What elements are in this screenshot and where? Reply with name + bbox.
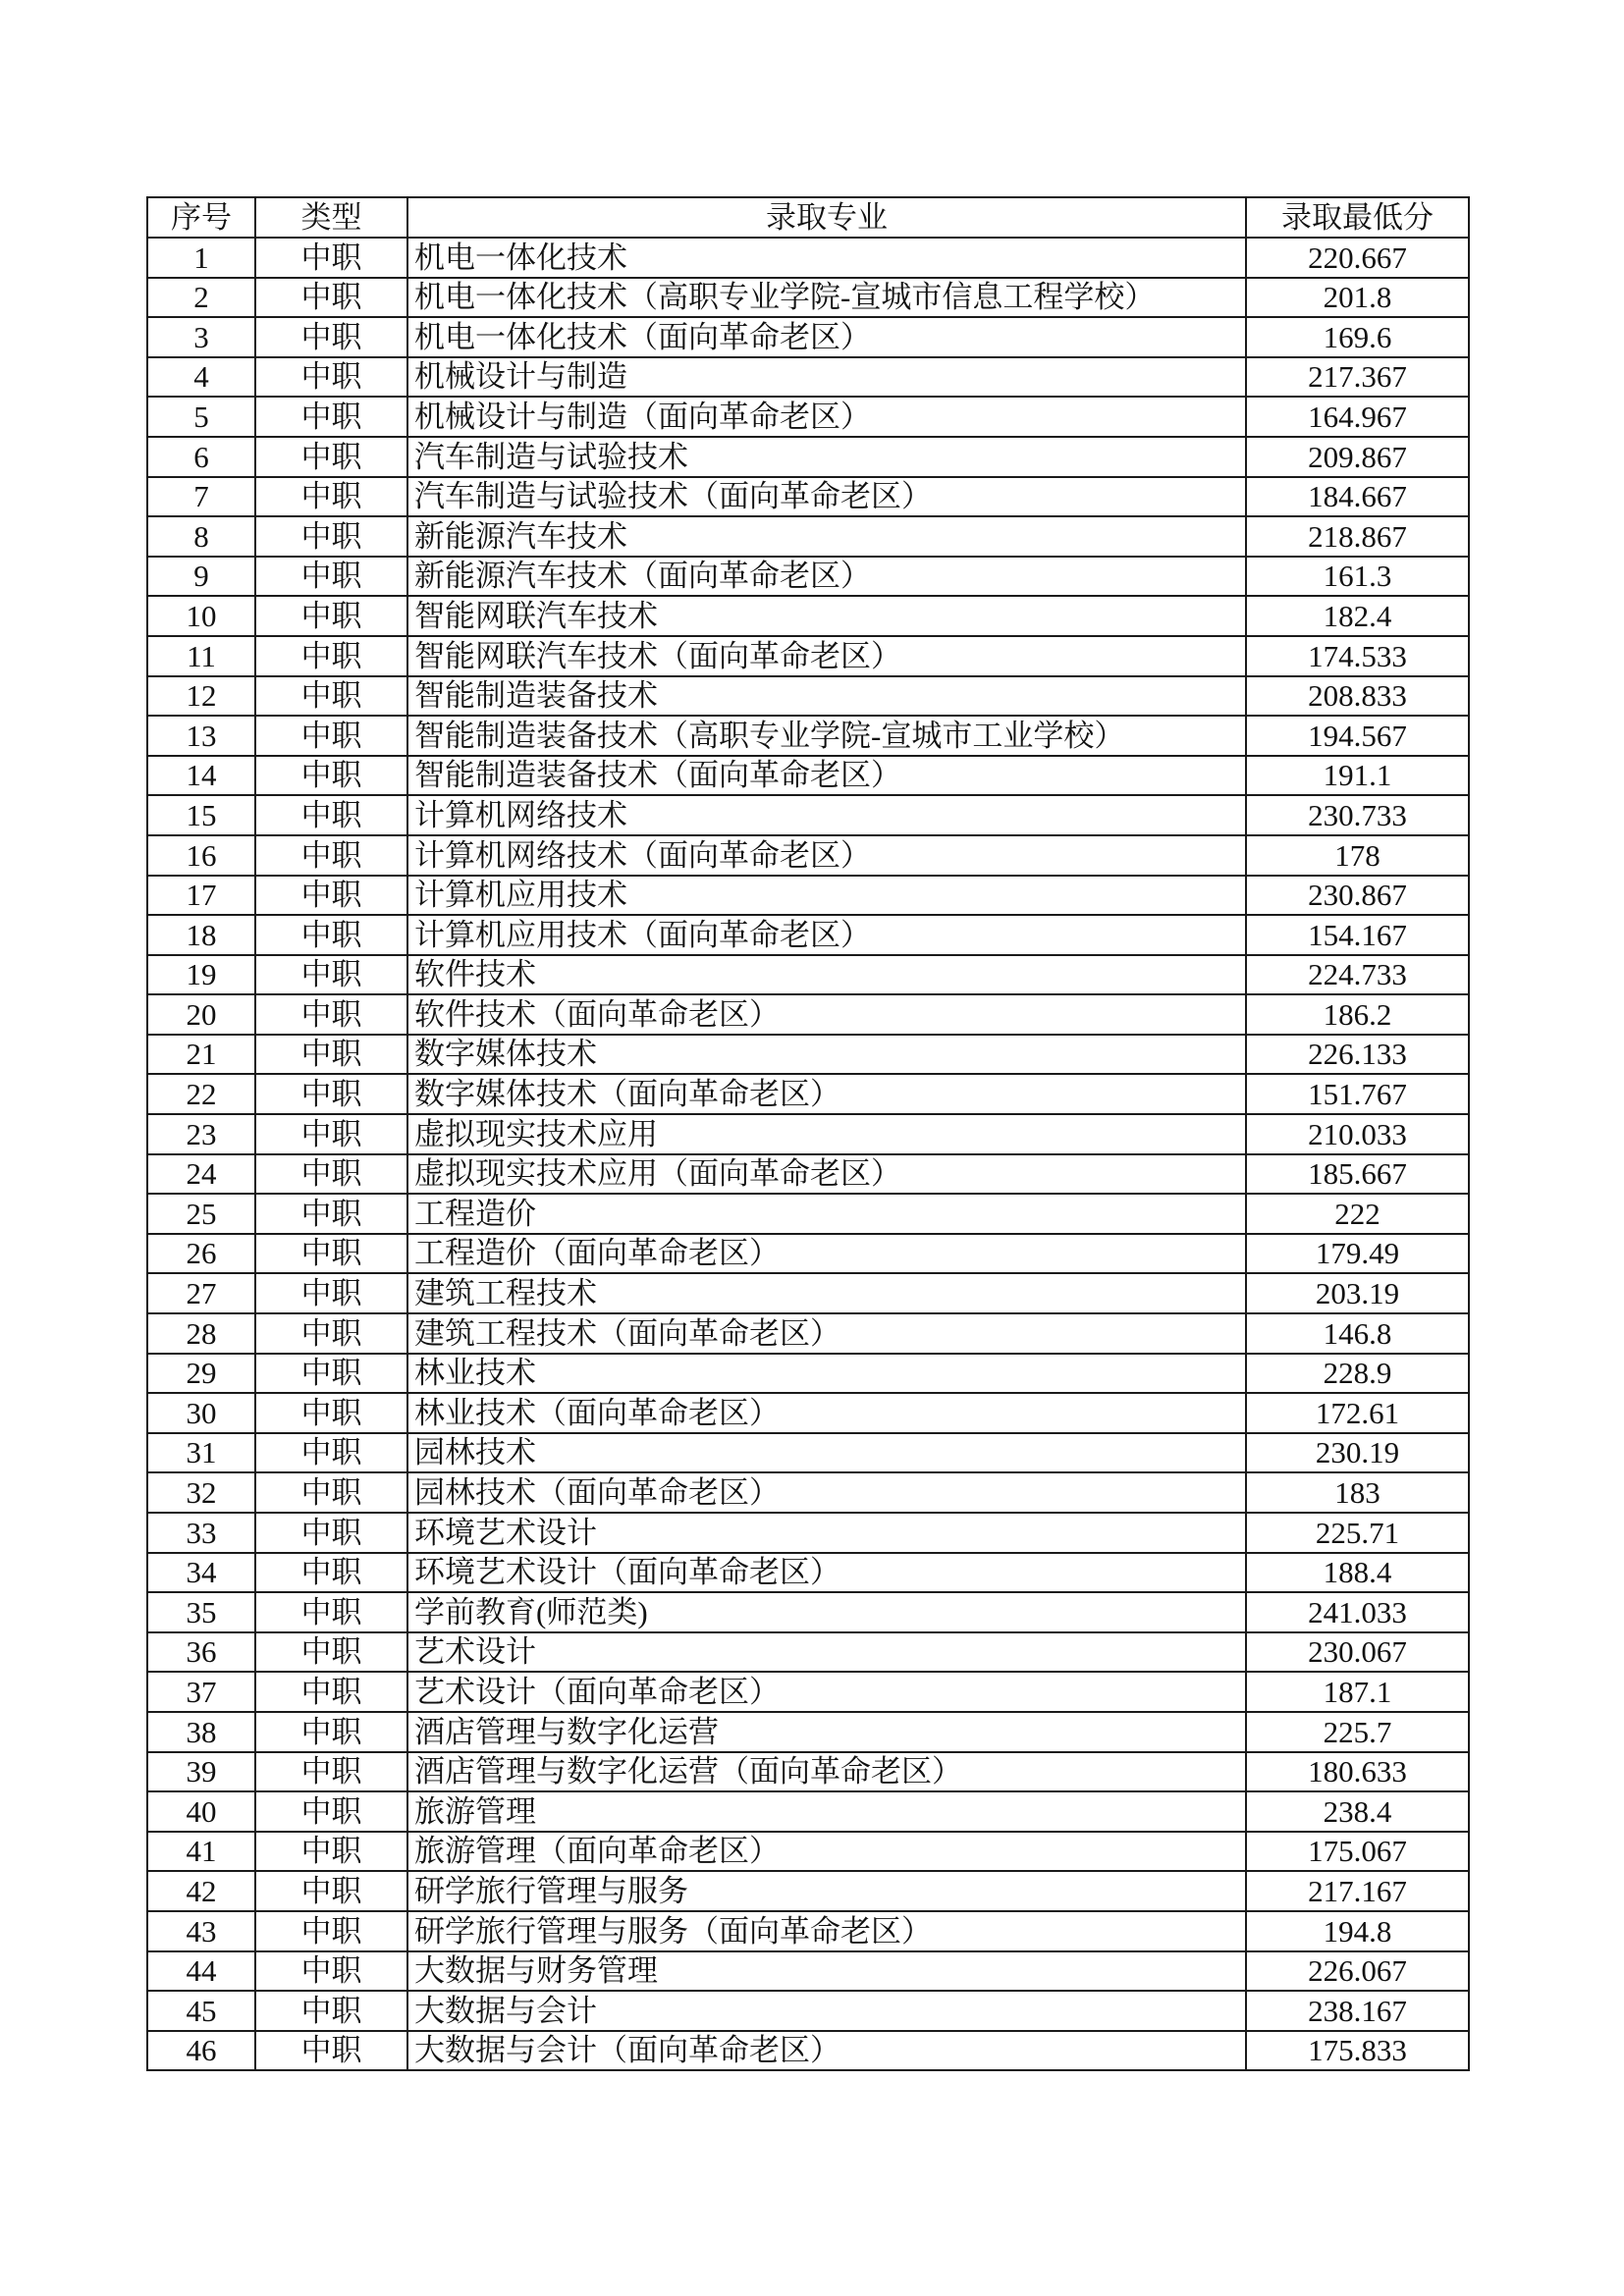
table-row: [147, 636, 1469, 676]
cell-min-score: 217.167: [1246, 1871, 1469, 1911]
cell-major: 智能网联汽车技术（面向革命老区）: [407, 636, 1246, 676]
cell-serial-number: 35: [147, 1592, 255, 1632]
table-row: [147, 1433, 1469, 1473]
cell-major: 计算机网络技术（面向革命老区）: [407, 835, 1246, 876]
cell-type: 中职: [255, 876, 407, 916]
cell-type: 中职: [255, 1354, 407, 1394]
cell-major: 计算机应用技术: [407, 876, 1246, 916]
cell-min-score: 169.6: [1246, 317, 1469, 357]
table-row: [147, 1513, 1469, 1553]
cell-type: 中职: [255, 1632, 407, 1673]
cell-min-score: 201.8: [1246, 278, 1469, 318]
table-row: [147, 1234, 1469, 1274]
cell-major: 智能制造装备技术: [407, 676, 1246, 717]
cell-serial-number: 37: [147, 1672, 255, 1712]
cell-min-score: 161.3: [1246, 557, 1469, 597]
table-row: [147, 516, 1469, 557]
cell-major: 计算机网络技术: [407, 795, 1246, 835]
cell-serial-number: 22: [147, 1074, 255, 1114]
cell-serial-number: 14: [147, 756, 255, 796]
cell-min-score: 230.867: [1246, 876, 1469, 916]
cell-min-score: 225.7: [1246, 1712, 1469, 1752]
cell-major: 机械设计与制造: [407, 357, 1246, 398]
cell-major: 旅游管理（面向革命老区）: [407, 1832, 1246, 1872]
cell-major: 数字媒体技术: [407, 1035, 1246, 1075]
cell-major: 新能源汽车技术（面向革命老区）: [407, 557, 1246, 597]
cell-min-score: 238.4: [1246, 1791, 1469, 1832]
cell-serial-number: 31: [147, 1433, 255, 1473]
cell-min-score: 226.067: [1246, 1951, 1469, 1992]
cell-min-score: 151.767: [1246, 1074, 1469, 1114]
cell-type: 中职: [255, 2031, 407, 2071]
cell-major: 园林技术（面向革命老区）: [407, 1472, 1246, 1513]
cell-serial-number: 23: [147, 1114, 255, 1154]
cell-serial-number: 13: [147, 716, 255, 756]
cell-type: 中职: [255, 1791, 407, 1832]
cell-major: 机电一体化技术（高职专业学院-宣城市信息工程学校）: [407, 278, 1246, 318]
cell-serial-number: 28: [147, 1313, 255, 1354]
cell-type: 中职: [255, 915, 407, 955]
cell-type: 中职: [255, 357, 407, 398]
cell-type: 中职: [255, 795, 407, 835]
cell-type: 中职: [255, 1154, 407, 1195]
cell-min-score: 203.19: [1246, 1273, 1469, 1313]
cell-serial-number: 41: [147, 1832, 255, 1872]
cell-type: 中职: [255, 278, 407, 318]
cell-min-score: 185.667: [1246, 1154, 1469, 1195]
cell-serial-number: 15: [147, 795, 255, 835]
cell-type: 中职: [255, 1433, 407, 1473]
cell-major: 研学旅行管理与服务: [407, 1871, 1246, 1911]
cell-serial-number: 40: [147, 1791, 255, 1832]
cell-type: 中职: [255, 1951, 407, 1992]
cell-min-score: 226.133: [1246, 1035, 1469, 1075]
cell-serial-number: 46: [147, 2031, 255, 2071]
table-row: [147, 477, 1469, 517]
cell-serial-number: 30: [147, 1393, 255, 1433]
cell-min-score: 222: [1246, 1194, 1469, 1234]
cell-major: 艺术设计: [407, 1632, 1246, 1673]
cell-type: 中职: [255, 557, 407, 597]
cell-major: 建筑工程技术（面向革命老区）: [407, 1313, 1246, 1354]
cell-type: 中职: [255, 756, 407, 796]
cell-type: 中职: [255, 596, 407, 636]
cell-serial-number: 27: [147, 1273, 255, 1313]
cell-min-score: 238.167: [1246, 1991, 1469, 2031]
cell-major: 智能网联汽车技术: [407, 596, 1246, 636]
cell-min-score: 224.733: [1246, 955, 1469, 995]
cell-min-score: 182.4: [1246, 596, 1469, 636]
cell-type: 中职: [255, 1871, 407, 1911]
cell-serial-number: 44: [147, 1951, 255, 1992]
cell-serial-number: 18: [147, 915, 255, 955]
cell-type: 中职: [255, 1313, 407, 1354]
cell-type: 中职: [255, 1393, 407, 1433]
cell-serial-number: 24: [147, 1154, 255, 1195]
table-row: [147, 1074, 1469, 1114]
cell-min-score: 210.033: [1246, 1114, 1469, 1154]
table-row: [147, 1712, 1469, 1752]
cell-major: 研学旅行管理与服务（面向革命老区）: [407, 1911, 1246, 1951]
cell-major: 环境艺术设计（面向革命老区）: [407, 1553, 1246, 1593]
cell-serial-number: 17: [147, 876, 255, 916]
cell-major: 大数据与财务管理: [407, 1951, 1246, 1992]
cell-type: 中职: [255, 955, 407, 995]
cell-min-score: 184.667: [1246, 477, 1469, 517]
cell-serial-number: 9: [147, 557, 255, 597]
cell-type: 中职: [255, 1035, 407, 1075]
cell-type: 中职: [255, 1472, 407, 1513]
cell-serial-number: 43: [147, 1911, 255, 1951]
table-row: [147, 1871, 1469, 1911]
table-row: [147, 676, 1469, 717]
table-row: [147, 2031, 1469, 2071]
cell-serial-number: 25: [147, 1194, 255, 1234]
header-major: 录取专业: [407, 197, 1246, 238]
cell-major: 汽车制造与试验技术: [407, 437, 1246, 477]
table-row: [147, 397, 1469, 437]
table-row: [147, 1832, 1469, 1872]
cell-min-score: 172.61: [1246, 1393, 1469, 1433]
cell-min-score: 230.733: [1246, 795, 1469, 835]
cell-min-score: 241.033: [1246, 1592, 1469, 1632]
table-row: [147, 1472, 1469, 1513]
cell-min-score: 220.667: [1246, 238, 1469, 278]
cell-major: 林业技术: [407, 1354, 1246, 1394]
cell-major: 大数据与会计（面向革命老区）: [407, 2031, 1246, 2071]
cell-type: 中职: [255, 716, 407, 756]
cell-min-score: 187.1: [1246, 1672, 1469, 1712]
cell-serial-number: 10: [147, 596, 255, 636]
cell-type: 中职: [255, 238, 407, 278]
table-row: [147, 1951, 1469, 1992]
cell-major: 新能源汽车技术: [407, 516, 1246, 557]
table-row: [147, 317, 1469, 357]
cell-serial-number: 32: [147, 1472, 255, 1513]
cell-serial-number: 42: [147, 1871, 255, 1911]
cell-min-score: 217.367: [1246, 357, 1469, 398]
cell-serial-number: 2: [147, 278, 255, 318]
cell-type: 中职: [255, 1074, 407, 1114]
cell-major: 旅游管理: [407, 1791, 1246, 1832]
header-serial-number: 序号: [147, 197, 255, 238]
cell-min-score: 225.71: [1246, 1513, 1469, 1553]
cell-type: 中职: [255, 1273, 407, 1313]
table-row: [147, 357, 1469, 398]
cell-min-score: 164.967: [1246, 397, 1469, 437]
cell-min-score: 191.1: [1246, 756, 1469, 796]
cell-type: 中职: [255, 1712, 407, 1752]
cell-serial-number: 39: [147, 1752, 255, 1792]
cell-type: 中职: [255, 1114, 407, 1154]
cell-min-score: 209.867: [1246, 437, 1469, 477]
cell-type: 中职: [255, 636, 407, 676]
table-row: [147, 1035, 1469, 1075]
table-row: [147, 1991, 1469, 2031]
cell-type: 中职: [255, 1194, 407, 1234]
cell-serial-number: 6: [147, 437, 255, 477]
cell-type: 中职: [255, 397, 407, 437]
cell-min-score: 154.167: [1246, 915, 1469, 955]
table-row: [147, 756, 1469, 796]
cell-major: 大数据与会计: [407, 1991, 1246, 2031]
table-row: [147, 557, 1469, 597]
cell-major: 虚拟现实技术应用: [407, 1114, 1246, 1154]
table-row: [147, 238, 1469, 278]
cell-serial-number: 34: [147, 1553, 255, 1593]
table-row: [147, 1273, 1469, 1313]
table-row: [147, 1791, 1469, 1832]
cell-major: 数字媒体技术（面向革命老区）: [407, 1074, 1246, 1114]
cell-min-score: 183: [1246, 1472, 1469, 1513]
cell-type: 中职: [255, 317, 407, 357]
cell-serial-number: 4: [147, 357, 255, 398]
cell-min-score: 175.833: [1246, 2031, 1469, 2071]
header-type: 类型: [255, 197, 407, 238]
cell-min-score: 228.9: [1246, 1354, 1469, 1394]
cell-serial-number: 21: [147, 1035, 255, 1075]
cell-type: 中职: [255, 994, 407, 1035]
cell-min-score: 180.633: [1246, 1752, 1469, 1792]
cell-major: 酒店管理与数字化运营（面向革命老区）: [407, 1752, 1246, 1792]
cell-serial-number: 3: [147, 317, 255, 357]
cell-type: 中职: [255, 1752, 407, 1792]
cell-min-score: 218.867: [1246, 516, 1469, 557]
cell-min-score: 230.067: [1246, 1632, 1469, 1673]
cell-serial-number: 16: [147, 835, 255, 876]
cell-type: 中职: [255, 835, 407, 876]
cell-major: 软件技术: [407, 955, 1246, 995]
table-row: [147, 596, 1469, 636]
table-row: [147, 835, 1469, 876]
cell-serial-number: 29: [147, 1354, 255, 1394]
cell-major: 学前教育(师范类): [407, 1592, 1246, 1632]
table-row: [147, 1114, 1469, 1154]
cell-major: 酒店管理与数字化运营: [407, 1712, 1246, 1752]
cell-serial-number: 5: [147, 397, 255, 437]
cell-min-score: 188.4: [1246, 1553, 1469, 1593]
table-header-row: [147, 197, 1469, 238]
table-row: [147, 1911, 1469, 1951]
cell-major: 工程造价: [407, 1194, 1246, 1234]
header-min-score: 录取最低分: [1246, 197, 1469, 238]
cell-major: 智能制造装备技术（面向革命老区）: [407, 756, 1246, 796]
cell-serial-number: 7: [147, 477, 255, 517]
cell-serial-number: 20: [147, 994, 255, 1035]
cell-type: 中职: [255, 477, 407, 517]
cell-type: 中职: [255, 437, 407, 477]
cell-major: 园林技术: [407, 1433, 1246, 1473]
cell-serial-number: 19: [147, 955, 255, 995]
table-row: [147, 1393, 1469, 1433]
table-row: [147, 955, 1469, 995]
cell-major: 环境艺术设计: [407, 1513, 1246, 1553]
table-row: [147, 1154, 1469, 1195]
cell-min-score: 194.567: [1246, 716, 1469, 756]
cell-type: 中职: [255, 1991, 407, 2031]
table-row: [147, 1592, 1469, 1632]
cell-type: 中职: [255, 1234, 407, 1274]
cell-serial-number: 45: [147, 1991, 255, 2031]
cell-major: 智能制造装备技术（高职专业学院-宣城市工业学校）: [407, 716, 1246, 756]
cell-major: 计算机应用技术（面向革命老区）: [407, 915, 1246, 955]
cell-serial-number: 26: [147, 1234, 255, 1274]
cell-major: 机械设计与制造（面向革命老区）: [407, 397, 1246, 437]
table-row: [147, 1313, 1469, 1354]
cell-type: 中职: [255, 1832, 407, 1872]
cell-type: 中职: [255, 1672, 407, 1712]
cell-serial-number: 36: [147, 1632, 255, 1673]
cell-serial-number: 8: [147, 516, 255, 557]
cell-min-score: 174.533: [1246, 636, 1469, 676]
table-row: [147, 1632, 1469, 1673]
cell-major: 艺术设计（面向革命老区）: [407, 1672, 1246, 1712]
cell-min-score: 146.8: [1246, 1313, 1469, 1354]
table-row: [147, 795, 1469, 835]
cell-major: 机电一体化技术: [407, 238, 1246, 278]
cell-min-score: 194.8: [1246, 1911, 1469, 1951]
cell-major: 机电一体化技术（面向革命老区）: [407, 317, 1246, 357]
table-row: [147, 915, 1469, 955]
table-row: [147, 876, 1469, 916]
cell-type: 中职: [255, 676, 407, 717]
cell-serial-number: 12: [147, 676, 255, 717]
cell-serial-number: 11: [147, 636, 255, 676]
cell-major: 建筑工程技术: [407, 1273, 1246, 1313]
cell-min-score: 179.49: [1246, 1234, 1469, 1274]
cell-major: 汽车制造与试验技术（面向革命老区）: [407, 477, 1246, 517]
cell-min-score: 230.19: [1246, 1433, 1469, 1473]
cell-type: 中职: [255, 1553, 407, 1593]
cell-min-score: 178: [1246, 835, 1469, 876]
cell-major: 林业技术（面向革命老区）: [407, 1393, 1246, 1433]
table-row: [147, 1672, 1469, 1712]
cell-type: 中职: [255, 516, 407, 557]
table-row: [147, 1194, 1469, 1234]
cell-type: 中职: [255, 1592, 407, 1632]
table-row: [147, 437, 1469, 477]
cell-major: 工程造价（面向革命老区）: [407, 1234, 1246, 1274]
cell-serial-number: 33: [147, 1513, 255, 1553]
table-row: [147, 1752, 1469, 1792]
cell-serial-number: 1: [147, 238, 255, 278]
cell-major: 软件技术（面向革命老区）: [407, 994, 1246, 1035]
table-row: [147, 1553, 1469, 1593]
table-row: [147, 994, 1469, 1035]
table-row: [147, 716, 1469, 756]
cell-min-score: 186.2: [1246, 994, 1469, 1035]
cell-major: 虚拟现实技术应用（面向革命老区）: [407, 1154, 1246, 1195]
cell-min-score: 208.833: [1246, 676, 1469, 717]
admission-score-table: [146, 196, 1470, 2071]
table-row: [147, 1354, 1469, 1394]
cell-serial-number: 38: [147, 1712, 255, 1752]
cell-type: 中职: [255, 1911, 407, 1951]
cell-type: 中职: [255, 1513, 407, 1553]
table-row: [147, 278, 1469, 318]
cell-min-score: 175.067: [1246, 1832, 1469, 1872]
